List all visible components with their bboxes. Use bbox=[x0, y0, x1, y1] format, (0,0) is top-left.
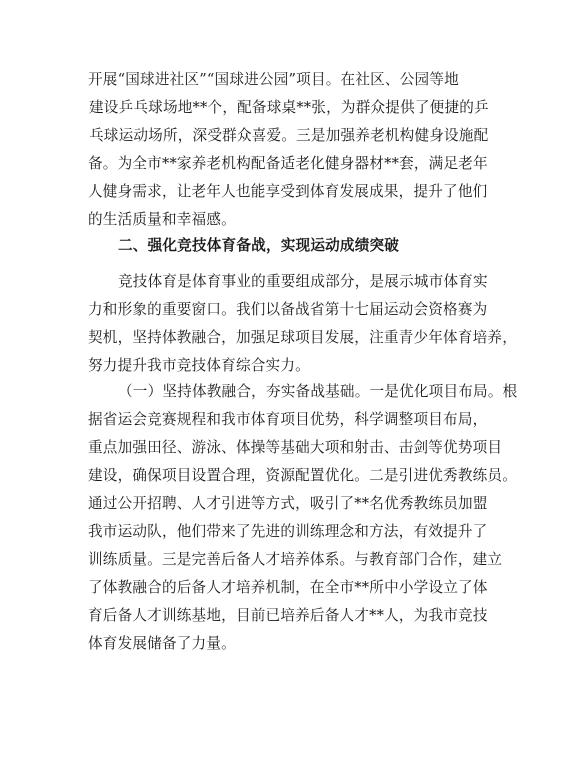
text-line: 重点加强田径、游泳、体操等基础大项和射击、击剑等优势项目 bbox=[88, 439, 503, 456]
text-line: 契机，坚持体教融合，加强足球项目发展，注重青少年体育培养， bbox=[88, 329, 518, 346]
text-line: 乓球运动场所，深受群众喜爱。三是加强养老机构健身设施配 bbox=[89, 127, 489, 144]
text-line: 建设，确保项目设置合理，资源配置优化。二是引进优秀教练员。 bbox=[88, 467, 518, 484]
text-line: 人健身需求，让老年人也能享受到体育发展成果，提升了他们 bbox=[88, 183, 488, 200]
text-line: 我市运动队，他们带来了先进的训练理念和方法，有效提升了 bbox=[88, 523, 488, 540]
text-line: 了体教融合的后备人才培养机制，在全市**所中小学设立了体 bbox=[88, 579, 488, 596]
text-line: 努力提升我市竞技体育综合实力。 bbox=[88, 357, 310, 374]
text-line: 据省运会竞赛规程和我市体育项目优势，科学调整项目布局， bbox=[88, 411, 488, 428]
text-line: 建设乒乓球场地**个，配备球桌**张，为群众提供了便捷的乒 bbox=[89, 99, 489, 116]
text-line: （一）坚持体教融合，夯实备战基础。一是优化项目布局。根 bbox=[118, 383, 518, 400]
text-line: 开展“国球进社区”“国球进公园”项目。在社区、公园等地 bbox=[88, 71, 459, 88]
text-line: 力和形象的重要窗口。我们以备战省第十七届运动会资格赛为 bbox=[88, 301, 488, 318]
text-line: 体育发展储备了力量。 bbox=[88, 635, 236, 652]
text-line: 通过公开招聘、人才引进等方式，吸引了**名优秀教练员加盟 bbox=[88, 495, 488, 512]
text-line: 的生活质量和幸福感。 bbox=[88, 211, 236, 228]
text-line: 竞技体育是体育事业的重要组成部分，是展示城市体育实 bbox=[118, 273, 488, 290]
text-line: 备。为全市**家养老机构配备适老化健身器材**套，满足老年 bbox=[88, 155, 488, 172]
text-line: 训练质量。三是完善后备人才培养体系。与教育部门合作，建立 bbox=[88, 551, 503, 568]
section-heading: 二、强化竞技体育备战，实现运动成绩突破 bbox=[118, 237, 400, 254]
text-line: 育后备人才训练基地，目前已培养后备人才**人，为我市竞技 bbox=[88, 607, 488, 624]
